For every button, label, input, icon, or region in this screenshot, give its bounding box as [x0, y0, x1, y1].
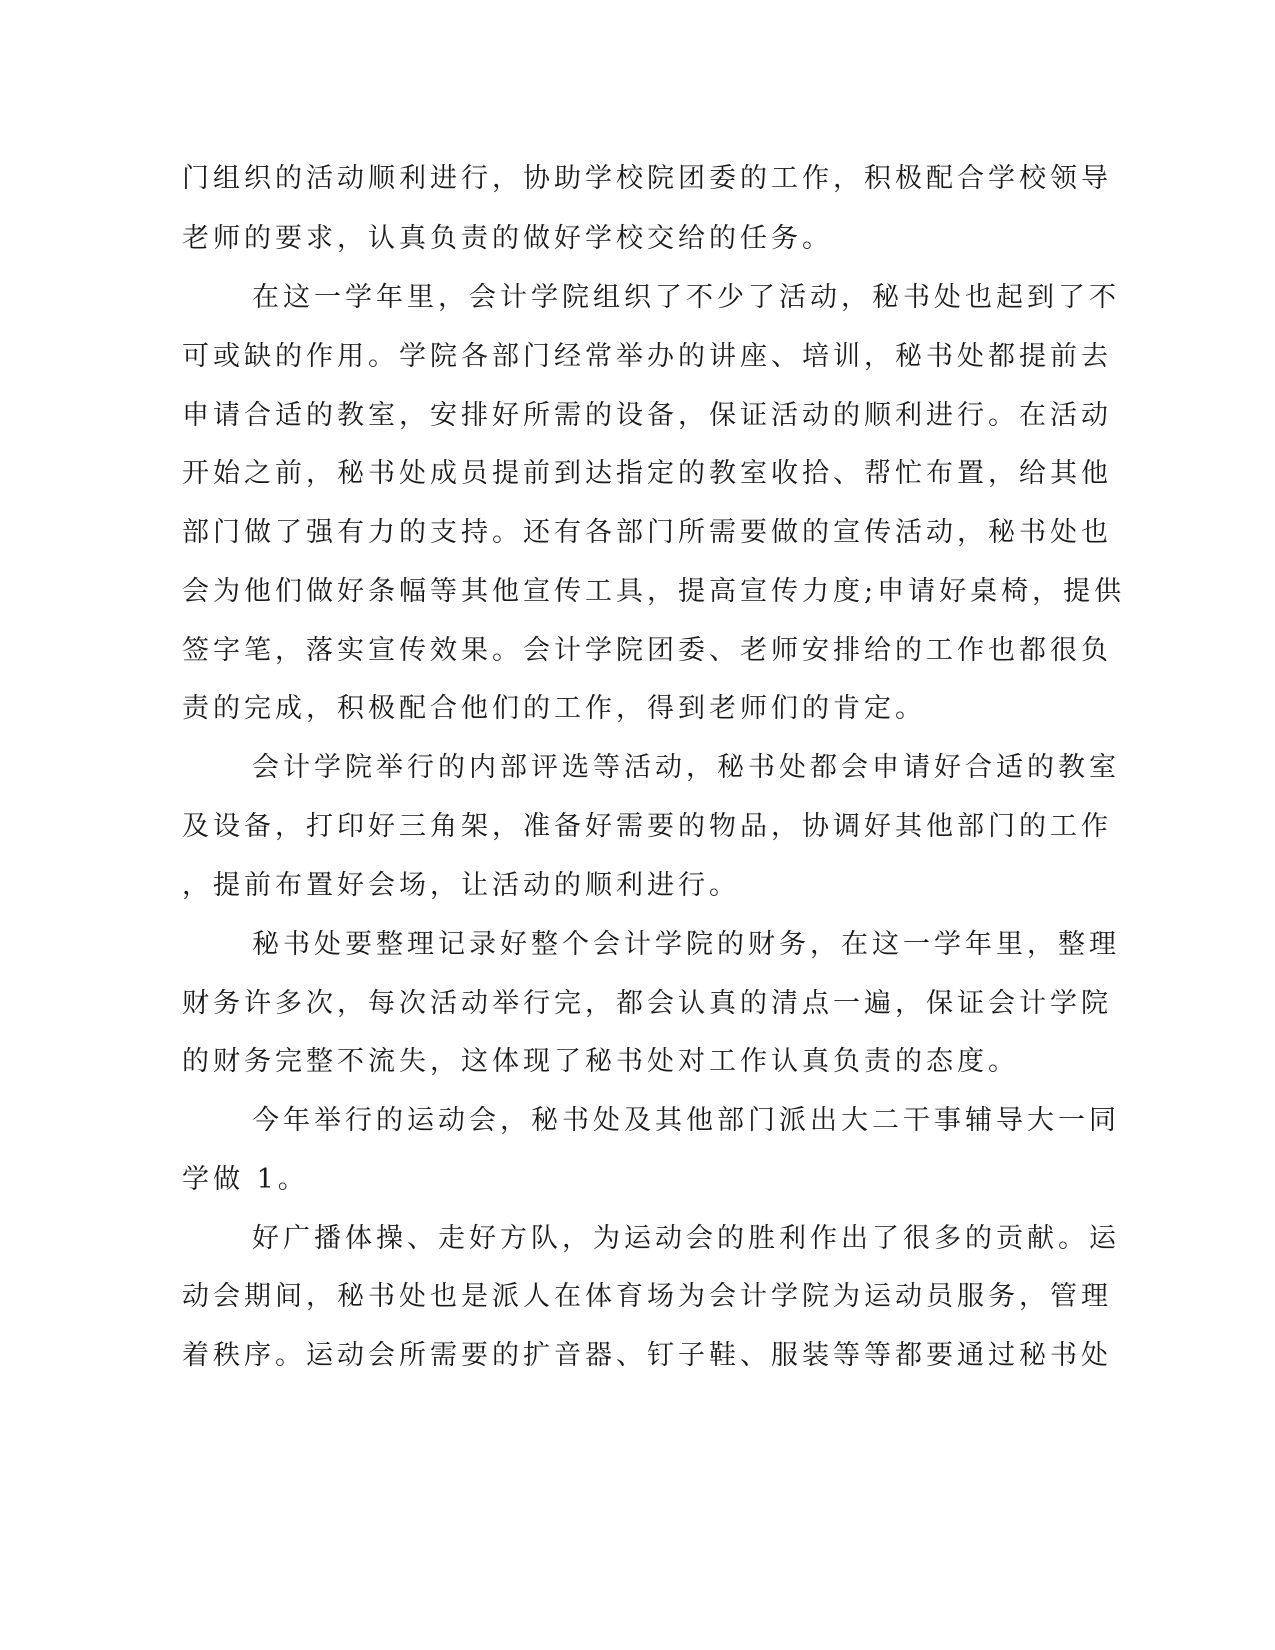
text-line: 可或缺的作用。学院各部门经常举办的讲座、培训，秘书处都提前去 [182, 341, 1112, 372]
paragraph-first-line: 在这一学年里，会计学院组织了不少了活动，秘书处也起到了不 [252, 282, 1120, 313]
text-line: 及设备，打印好三角架，准备好需要的物品，协调好其他部门的工作 [182, 811, 1112, 842]
text-line: 老师的要求，认真负责的做好学校交给的任务。 [182, 223, 833, 254]
text-line: 着秩序。运动会所需要的扩音器、钉子鞋、服装等等都要通过秘书处 [182, 1340, 1112, 1371]
text-line: 签字笔，落实宣传效果。会计学院团委、老师安排给的工作也都很负 [182, 635, 1112, 666]
text-line: ，提前布置好会场，让活动的顺利进行。 [182, 870, 740, 901]
paragraph-first-line: 今年举行的运动会，秘书处及其他部门派出大二干事辅导大一同 [252, 1105, 1120, 1136]
text-line: 学做 1。 [182, 1164, 309, 1195]
text-line: 财务许多次，每次活动举行完，都会认真的清点一遍，保证会计学院 [182, 988, 1112, 1019]
text-line: 责的完成，积极配合他们的工作，得到老师们的肯定。 [182, 693, 926, 724]
text-line: 部门做了强有力的支持。还有各部门所需要做的宣传活动，秘书处也 [182, 517, 1112, 548]
text-line: 动会期间，秘书处也是派人在体育场为会计学院为运动员服务，管理 [182, 1281, 1112, 1312]
paragraph-first-line: 好广播体操、走好方队，为运动会的胜利作出了很多的贡献。运 [252, 1223, 1120, 1254]
text-line: 申请合适的教室，安排好所需的设备，保证活动的顺利进行。在活动 [182, 400, 1112, 431]
text-line: 开始之前，秘书处成员提前到达指定的教室收拾、帮忙布置，给其他 [182, 458, 1112, 489]
paragraph-first-line: 会计学院举行的内部评选等活动，秘书处都会申请好合适的教室 [252, 752, 1120, 783]
text-line: 的财务完整不流失，这体现了秘书处对工作认真负责的态度。 [182, 1046, 1019, 1077]
paragraph-first-line: 秘书处要整理记录好整个会计学院的财务，在这一学年里，整理 [252, 929, 1120, 960]
text-line: 门组织的活动顺利进行，协助学校院团委的工作，积极配合学校领导 [182, 163, 1112, 194]
text-line: 会为他们做好条幅等其他宣传工具，提高宣传力度;申请好桌椅，提供 [182, 576, 1126, 607]
